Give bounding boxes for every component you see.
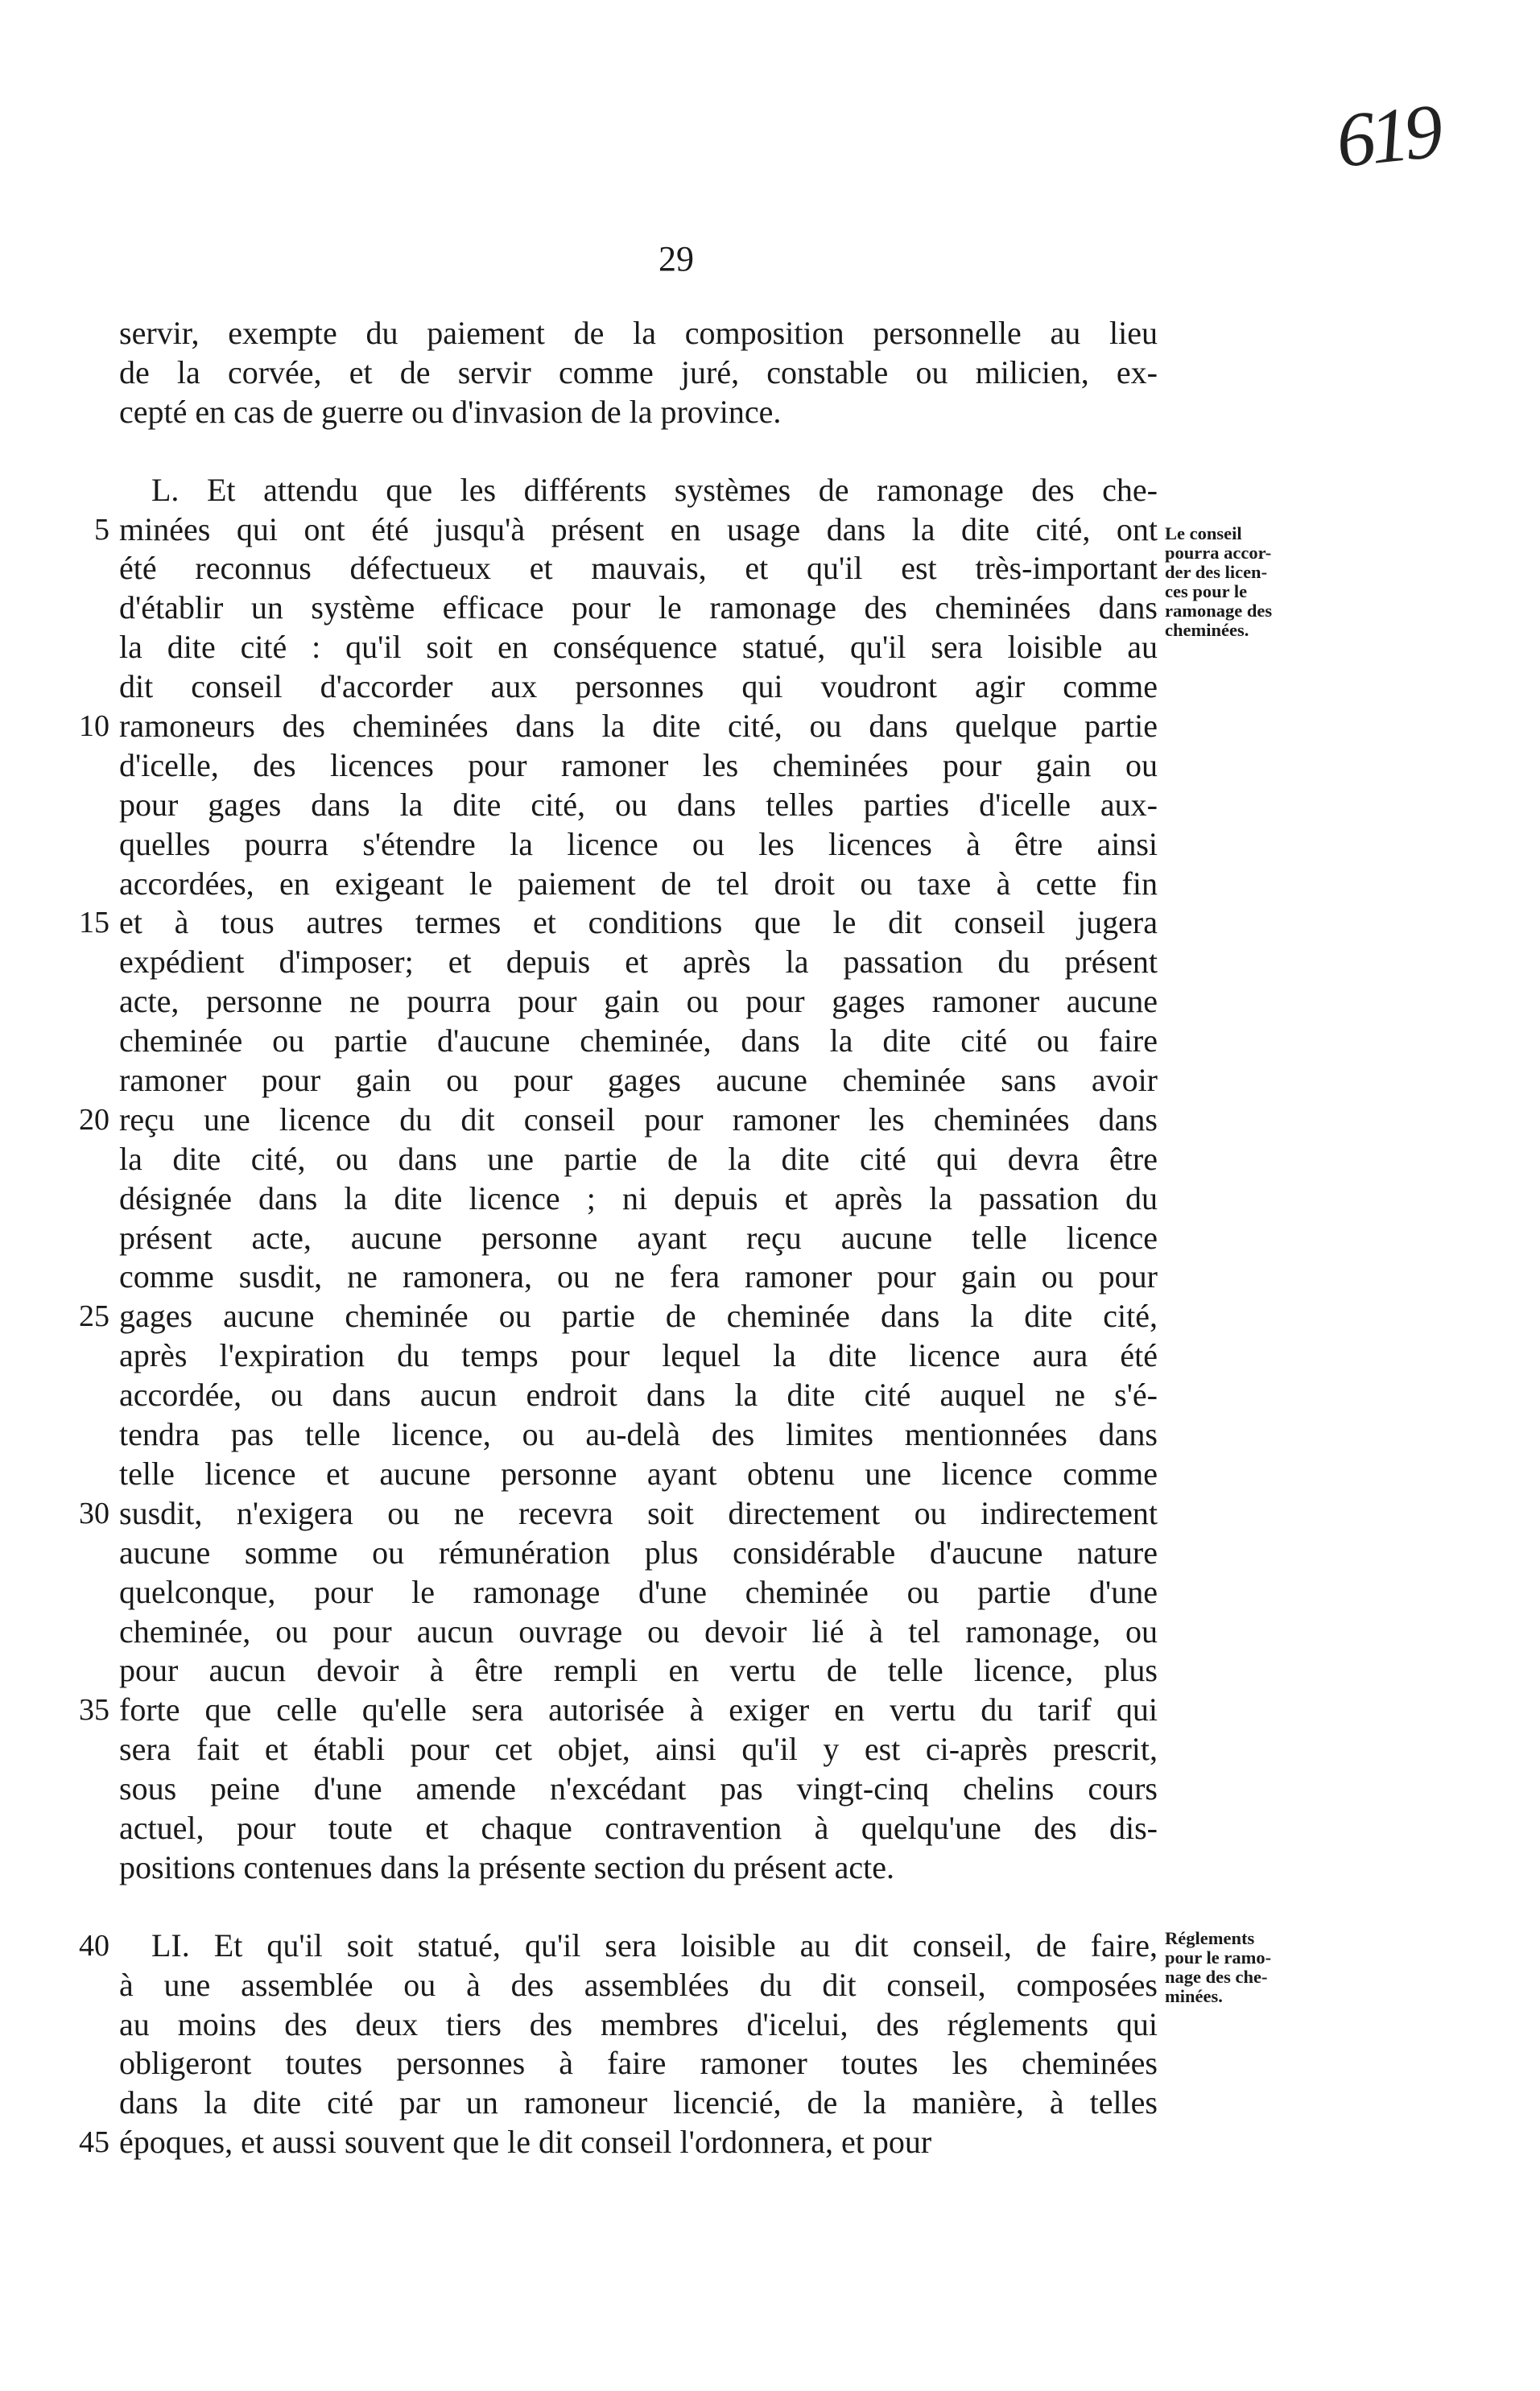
text-line [79, 2123, 1158, 2162]
line-text: quelconque, pour le ramonage d'une cheminée ou partie d'une [119, 1573, 1158, 1610]
line-text: forte que celle qu'elle sera autorisée à exiger en vertu du tarif qui [119, 1691, 1158, 1728]
line-text: de la corvée, et de servir comme juré, constable ou milicien, ex- [119, 353, 1158, 390]
text-line [119, 746, 1158, 786]
line-text: ramoneurs des cheminées dans la dite cité, ou dans quelque partie [119, 708, 1158, 745]
line-text: L. Et attendu que les différents systèmes de ramonage des che- [151, 471, 1158, 508]
line-text: sera fait et établi pour cet objet, ainsi qu'il y est ci-après prescrit, [119, 1731, 1158, 1768]
text-line [119, 471, 1158, 510]
line-text: positions contenues dans la présente section du présent acte. [119, 1848, 895, 1885]
marginal-note-line: nage des che- [1165, 1967, 1268, 1987]
line-text: acte, personne ne pourra pour gain ou pour gages ramoner aucune [119, 983, 1158, 1020]
line-text: d'icelle, des licences pour ramoner les cheminées pour gain ou [119, 746, 1158, 783]
text-line [119, 1730, 1158, 1770]
line-number: 35 [79, 1693, 109, 1728]
text-line [119, 1179, 1158, 1219]
line-text: LI. Et qu'il soit statué, qu'il sera loisible au dit conseil, de faire, [151, 1926, 1158, 1964]
line-text: tendra pas telle licence, ou au-delà des limites mentionnées dans [119, 1416, 1158, 1453]
line-number: 10 [79, 709, 109, 744]
text-line [119, 393, 1158, 432]
line-text: gages aucune cheminée ou partie de cheminée dans la dite cité, [119, 1298, 1158, 1335]
line-text: dit conseil d'accorder aux personnes qui voudront agir comme [119, 668, 1158, 705]
text-line [119, 667, 1158, 707]
line-text: désignée dans la dite licence ; ni depuis et après la passation du [119, 1179, 1158, 1216]
text-line [119, 588, 1158, 628]
text-line [119, 314, 1158, 353]
marginal-note-reglements [1165, 1929, 1338, 2006]
line-text: cepté en cas de guerre ou d'invasion de la province. [119, 393, 782, 430]
text-line [119, 786, 1158, 825]
line-number: 15 [79, 906, 109, 940]
marginal-note-line: ramonage des [1165, 601, 1273, 621]
line-text: reçu une licence du dit conseil pour ramoner les cheminées dans [119, 1101, 1158, 1138]
handwritten-folio-mark: 619 [1332, 87, 1443, 184]
line-text: pour aucun devoir à être rempli en vertu de telle licence, plus [119, 1652, 1158, 1689]
text-line [119, 1140, 1158, 1179]
text-line [119, 1651, 1158, 1691]
line-text: après l'expiration du temps pour lequel la dite licence aura été [119, 1337, 1158, 1374]
text-line [79, 1494, 1158, 1534]
text-line [119, 2005, 1158, 2045]
line-text: d'établir un système efficace pour le ramonage des cheminées dans [119, 589, 1158, 626]
line-text: époques, et aussi souvent que le dit conseil l'ordonnera, et pour [119, 2124, 932, 2161]
text-line [119, 2044, 1158, 2083]
body-text [79, 314, 1158, 2162]
line-text: susdit, n'exigera ou ne recevra soit directement ou indirectement [119, 1494, 1158, 1531]
text-line [119, 2083, 1158, 2123]
line-text: quelles pourra s'étendre la licence ou les licences à être ainsi [119, 825, 1158, 862]
line-text: au moins des deux tiers des membres d'icelui, des réglements qui [119, 2005, 1158, 2042]
line-text: comme susdit, ne ramonera, ou ne fera ramoner pour gain ou pour [119, 1258, 1158, 1295]
line-text: accordée, ou dans aucun endroit dans la dite cité auquel ne s'é- [119, 1377, 1158, 1414]
line-text: à une assemblée ou à des assemblées du dit conseil, composées [119, 1966, 1158, 2003]
line-number: 25 [79, 1299, 109, 1334]
line-text: la dite cité, ou dans une partie de la dite cité qui devra être [119, 1140, 1158, 1177]
line-text: dans la dite cité par un ramoneur licencié, de la manière, à telles [119, 2084, 1158, 2121]
line-text: pour gages dans la dite cité, ou dans telles parties d'icelle aux- [119, 786, 1158, 823]
line-text: minées qui ont été jusqu'à présent en usage dans la dite cité, ont [119, 510, 1158, 547]
text-line [119, 1022, 1158, 1061]
text-line [79, 903, 1158, 943]
text-line [119, 1966, 1158, 2005]
text-line [119, 982, 1158, 1022]
text-line [119, 1770, 1158, 1809]
line-text: obligeront toutes personnes à faire ramoner toutes les cheminées [119, 2045, 1158, 2082]
marginal-note-line: pourra accor- [1165, 543, 1272, 563]
text-line [119, 1809, 1158, 1848]
line-number: 20 [79, 1102, 109, 1137]
line-text: telle licence et aucune personne ayant obtenu une licence comme [119, 1455, 1158, 1492]
line-text: actuel, pour toute et chaque contravention à quelqu'une des dis- [119, 1809, 1158, 1846]
text-line [119, 1219, 1158, 1258]
marginal-note-line: minées. [1165, 1986, 1223, 2006]
marginal-note-line: pour le ramo- [1165, 1947, 1272, 1968]
line-text: et à tous autres termes et conditions que le dit conseil jugera [119, 904, 1158, 941]
marginal-note-licences [1165, 524, 1338, 640]
line-number: 30 [79, 1496, 109, 1530]
paragraph-gap [119, 432, 1158, 471]
line-text: expédient d'imposer; et depuis et après la passation du présent [119, 944, 1158, 981]
line-number: 40 [79, 1928, 109, 1963]
text-line [79, 707, 1158, 746]
line-text: la dite cité : qu'il soit en conséquence statué, qu'il sera loisible au [119, 629, 1158, 666]
text-line [119, 943, 1158, 982]
line-text: cheminée ou partie d'aucune cheminée, dans la dite cité ou faire [119, 1022, 1158, 1059]
marginal-note-line: Le conseil [1165, 523, 1242, 543]
text-line [119, 1573, 1158, 1613]
text-line [119, 1376, 1158, 1415]
text-line [79, 1297, 1158, 1336]
paragraph [79, 1926, 1158, 2162]
text-line [119, 1336, 1158, 1376]
marginal-note-line: ces pour le [1165, 581, 1248, 601]
line-text: cheminée, ou pour aucun ouvrage ou devoir lié à tel ramonage, ou [119, 1613, 1158, 1650]
page-number: 29 [659, 239, 694, 279]
text-line [119, 1613, 1158, 1652]
line-text: ramoner pour gain ou pour gages aucune cheminée sans avoir [119, 1062, 1158, 1099]
line-number: 5 [94, 512, 109, 547]
text-line [79, 1101, 1158, 1140]
line-text: servir, exempte du paiement de la composition personnelle au lieu [119, 315, 1158, 351]
text-line [119, 1534, 1158, 1573]
line-text: aucune somme ou rémunération plus considérable d'aucune nature [119, 1534, 1158, 1571]
paragraph [119, 314, 1158, 432]
text-line [119, 825, 1158, 865]
marginal-note-line: der des licen- [1165, 562, 1268, 582]
text-line [119, 1257, 1158, 1297]
text-line [119, 1415, 1158, 1455]
text-line [119, 1455, 1158, 1494]
text-line [119, 549, 1158, 588]
line-text: présent acte, aucune personne ayant reçu aucune telle licence [119, 1219, 1158, 1256]
line-text: été reconnus défectueux et mauvais, et qu'il est très-important [119, 550, 1158, 587]
text-line [119, 628, 1158, 667]
paragraph-gap [119, 1888, 1158, 1926]
paragraph [79, 471, 1158, 1888]
text-line [119, 1848, 1158, 1888]
text-line [119, 865, 1158, 904]
marginal-note-line: cheminées. [1165, 620, 1249, 640]
line-number: 45 [79, 2125, 109, 2160]
marginal-note-line: Réglements [1165, 1928, 1255, 1948]
line-text: sous peine d'une amende n'excédant pas vingt-cinq chelins cours [119, 1770, 1158, 1807]
text-line [94, 510, 1158, 550]
line-text: accordées, en exigeant le paiement de tel droit ou taxe à cette fin [119, 865, 1158, 902]
text-line [79, 1691, 1158, 1730]
text-line [119, 1061, 1158, 1101]
text-line [79, 1926, 1158, 1966]
text-line [119, 353, 1158, 393]
